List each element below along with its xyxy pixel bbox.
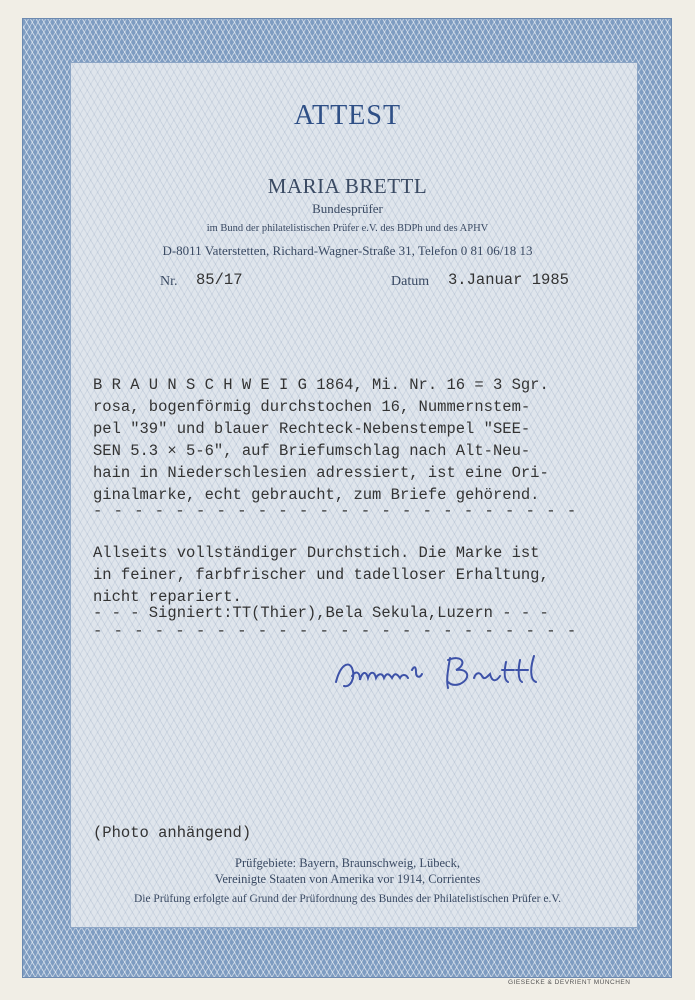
dash-separator: - - - - - - - - - - - - - - - - - - - - - - - - <box>93 622 578 640</box>
certificate-title: ATTEST <box>293 100 402 131</box>
date-label: Datum <box>391 274 430 289</box>
signed-line: - - - Signiert:TT(Thier),Bela Sekula,Luzern - - - <box>93 604 549 622</box>
printer-imprint: GIESECKE & DEVRIENT MÜNCHEN <box>508 979 631 986</box>
description-line: ginalmarke, echt gebraucht, zum Briefe gehörend. <box>93 486 540 504</box>
exam-fields-line1: Prüfgebiete: Bayern, Braunschweig, Lübeck, <box>235 856 460 870</box>
dash-separator: - - - - - - - - - - - - - - - - - - - - - - - - <box>93 502 578 520</box>
regulation-note: Die Prüfung erfolgte auf Grund der Prüfordnung des Bundes der Philatelistischen Prüfer e.V. <box>133 893 562 905</box>
description-line: rosa, bogenförmig durchstochen 16, Nummernstem- <box>93 398 531 416</box>
condition-line: nicht repariert. <box>93 588 242 606</box>
description-line: hain in Niederschlesien adressiert, ist eine Ori- <box>93 464 549 482</box>
exam-fields-line2: Vereinigte Staaten von Amerika vor 1914, Corrientes <box>214 872 481 886</box>
nr-value: 85/17 <box>196 271 243 289</box>
date-value: 3.Januar 1985 <box>448 271 569 289</box>
examiner-name: MARIA BRETTL <box>267 174 428 198</box>
condition-line: in feiner, farbfrischer und tadelloser Erhaltung, <box>93 566 549 584</box>
examiner-association: im Bund der philatelistischen Prüfer e.V. des BDPh und des APHV <box>206 223 489 234</box>
description-line: pel "39" und blauer Rechteck-Nebenstempel "SEE- <box>93 420 531 438</box>
examiner-role: Bundesprüfer <box>312 201 383 216</box>
examiner-address: D-8011 Vaterstetten, Richard-Wagner-Straße 31, Telefon 0 81 06/18 13 <box>162 243 533 258</box>
description-line: B R A U N S C H W E I G 1864, Mi. Nr. 16 = 3 Sgr. <box>93 376 549 394</box>
photo-note: (Photo anhängend) <box>93 824 252 842</box>
nr-label: Nr. <box>160 274 178 289</box>
handwritten-signature <box>330 648 550 698</box>
condition-line: Allseits vollständiger Durchstich. Die Marke ist <box>93 544 540 562</box>
description-line: SEN 5.3 × 5-6", auf Briefumschlag nach Alt-Neu- <box>93 442 531 460</box>
